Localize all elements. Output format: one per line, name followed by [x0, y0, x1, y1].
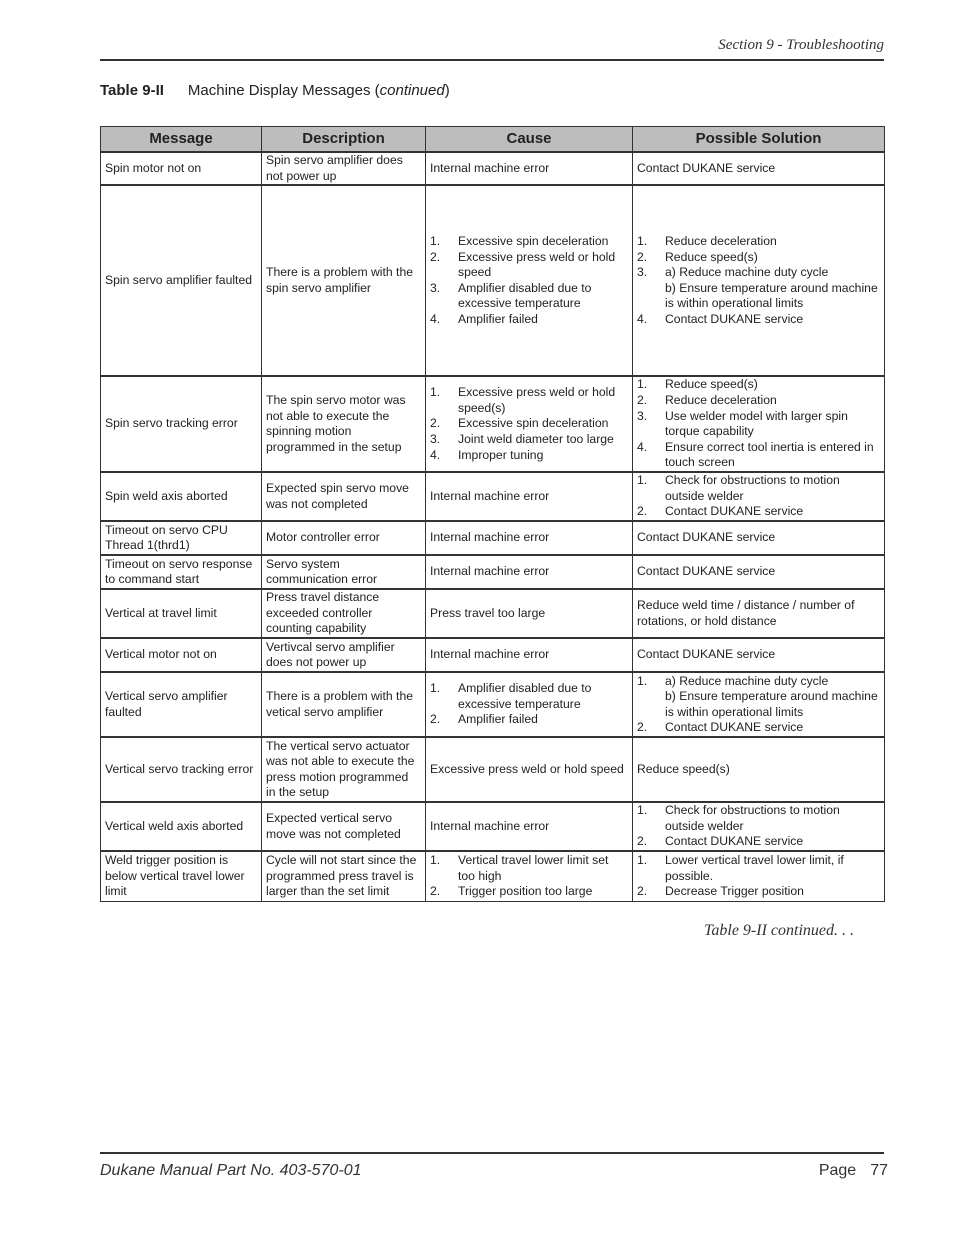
- cause-item-number: 2.: [430, 416, 441, 431]
- solution-cell: [633, 472, 885, 521]
- solution-item-text: Check for obstructions to motion outside welder: [665, 803, 840, 833]
- solution-item: [637, 853, 880, 884]
- solution-cell: [633, 376, 885, 472]
- message-cell: Vertical weld axis aborted: [101, 802, 262, 851]
- solution-item: [637, 674, 880, 690]
- solution-item-number: 2.: [637, 884, 648, 899]
- message-cell: Vertical at travel limit: [101, 589, 262, 638]
- solution-item: [637, 689, 880, 720]
- solution-item: [637, 377, 880, 393]
- footer-manual-part-number: Dukane Manual Part No. 403-570-01: [100, 1162, 362, 1179]
- cause-cell: [426, 672, 633, 737]
- solution-item: [637, 265, 880, 281]
- description-cell: Vertivcal servo amplifier does not power up: [262, 638, 426, 672]
- solution-item: [637, 504, 880, 520]
- solution-item: [637, 250, 880, 266]
- description-cell: There is a problem with the vetical servo amplifier: [262, 672, 426, 737]
- solution-item-text: Decrease Trigger position: [665, 884, 804, 899]
- solution-item-number: 2.: [637, 504, 648, 519]
- solution-item-text: Ensure correct tool inertia is entered in touch screen: [665, 439, 874, 470]
- solution-item: [637, 803, 880, 834]
- cause-item: [430, 312, 628, 328]
- cause-item-number: 2.: [430, 712, 441, 727]
- solution-item: [637, 473, 880, 504]
- solution-item-text: Contact DUKANE service: [665, 311, 804, 326]
- cause-cell: Press travel too large: [426, 589, 633, 638]
- solution-item-number: 4.: [637, 439, 648, 454]
- header-rule: [100, 59, 884, 61]
- cause-item-number: 2.: [430, 249, 441, 264]
- message-cell: Weld trigger position is below vertical travel lower limit: [101, 851, 262, 901]
- solution-item: [637, 312, 880, 328]
- column-header-message: Message: [101, 127, 262, 153]
- cause-item-number: 1.: [430, 681, 441, 696]
- solution-cell: Contact DUKANE service: [633, 555, 885, 589]
- solution-item-number: 1.: [637, 473, 648, 488]
- solution-item: [637, 281, 880, 312]
- solution-cell: Contact DUKANE service: [633, 521, 885, 555]
- table-row: [101, 589, 885, 638]
- machine-display-messages-table: [100, 126, 885, 902]
- cause-item-number: 1.: [430, 385, 441, 400]
- cause-item: [430, 448, 628, 464]
- solution-item: [637, 393, 880, 409]
- continued-note: Table 9-II continued. . .: [703, 922, 854, 939]
- solution-item: [637, 834, 880, 850]
- cause-item: [430, 432, 628, 448]
- solution-item-text: Check for obstructions to motion outside welder: [665, 473, 840, 503]
- description-cell: Cycle will not start since the programmed press travel is larger than the set limit: [262, 851, 426, 901]
- cause-item: [430, 416, 628, 432]
- solution-item: [637, 409, 880, 440]
- column-header-description: Description: [262, 127, 426, 153]
- cause-item: [430, 250, 628, 281]
- cause-item-text: Excessive spin deceleration: [458, 233, 609, 248]
- message-cell: Spin servo amplifier faulted: [101, 185, 262, 376]
- page-number: 77: [870, 1162, 888, 1179]
- solution-item-number: 2.: [637, 834, 648, 849]
- description-cell: Spin servo amplifier does not power up: [262, 152, 426, 185]
- solution-item-number: 2.: [637, 393, 648, 407]
- solution-item: [637, 720, 880, 736]
- message-cell: Timeout on servo response to command start: [101, 555, 262, 589]
- cause-item-number: 4.: [430, 447, 441, 462]
- table-body: [101, 152, 885, 901]
- solution-item-text: Reduce deceleration: [665, 233, 777, 248]
- solution-item-number: 1.: [637, 853, 648, 868]
- table-title: Machine Display Messages (continued): [187, 82, 450, 99]
- table-number: Table 9-II: [100, 82, 164, 99]
- table-caption: [100, 82, 450, 99]
- solution-item-text: Contact DUKANE service: [665, 504, 804, 519]
- cause-item-text: Improper tuning: [458, 447, 544, 462]
- table-header-row: [101, 127, 885, 153]
- solution-cell: Contact DUKANE service: [633, 638, 885, 672]
- solution-item-number: 3.: [637, 408, 648, 423]
- cause-item-text: Excessive press weld or hold speed(s): [458, 385, 616, 415]
- solution-item-number: [637, 281, 665, 312]
- cause-cell: [426, 376, 633, 472]
- cause-item-number: 2.: [430, 884, 441, 899]
- table-row: [101, 802, 885, 851]
- message-cell: Spin weld axis aborted: [101, 472, 262, 521]
- message-cell: Vertical servo amplifier faulted: [101, 672, 262, 737]
- solution-cell: [633, 802, 885, 851]
- solution-item-text: Contact DUKANE service: [665, 720, 804, 735]
- cause-item-number: 3.: [430, 431, 441, 446]
- solution-item-number: 1.: [637, 803, 648, 818]
- description-cell: Press travel distance exceeded controller counting capability: [262, 589, 426, 638]
- table-row: [101, 737, 885, 802]
- cause-cell: Internal machine error: [426, 802, 633, 851]
- table-row: [101, 638, 885, 672]
- cause-cell: Internal machine error: [426, 152, 633, 185]
- cause-cell: [426, 185, 633, 376]
- solution-item-number: 1.: [637, 233, 648, 248]
- solution-item-text: b) Ensure temperature around machine is within operational limits: [665, 689, 878, 719]
- column-header-cause: Cause: [426, 127, 633, 153]
- solution-item-text: a) Reduce machine duty cycle: [665, 673, 829, 688]
- solution-item-number: [637, 689, 665, 720]
- solution-item-text: Reduce deceleration: [665, 393, 777, 407]
- solution-cell: [633, 672, 885, 737]
- solution-cell: Reduce weld time / distance / number of rotations, or hold distance: [633, 589, 885, 638]
- solution-cell: Reduce speed(s): [633, 737, 885, 802]
- message-cell: Vertical motor not on: [101, 638, 262, 672]
- solution-item: [637, 234, 880, 250]
- solution-item-text: Contact DUKANE service: [665, 834, 804, 849]
- solution-item-number: 2.: [637, 249, 648, 264]
- solution-item-text: Lower vertical travel lower limit, if possible.: [665, 853, 844, 883]
- column-header-possible-solution: Possible Solution: [633, 127, 885, 153]
- cause-item-text: Amplifier disabled due to excessive temperature: [458, 681, 592, 711]
- solution-item-text: Use welder model with larger spin torque capability: [665, 408, 848, 439]
- solution-item-number: 2.: [637, 720, 648, 735]
- message-cell: Timeout on servo CPU Thread 1(thrd1): [101, 521, 262, 555]
- cause-item: [430, 385, 628, 416]
- cause-item-text: Amplifier disabled due to excessive temperature: [458, 280, 592, 311]
- description-cell: The spin servo motor was not able to execute the spinning motion programmed in the setup: [262, 376, 426, 472]
- cause-item-number: 1.: [430, 233, 441, 248]
- cause-cell: Internal machine error: [426, 638, 633, 672]
- table-row: [101, 672, 885, 737]
- cause-item-number: 3.: [430, 280, 441, 295]
- cause-cell: Internal machine error: [426, 521, 633, 555]
- cause-item: [430, 884, 628, 900]
- footer-rule: [100, 1152, 884, 1154]
- cause-item-number: 1.: [430, 853, 441, 868]
- solution-item-text: b) Ensure temperature around machine is within operational limits: [665, 280, 878, 311]
- description-cell: Motor controller error: [262, 521, 426, 555]
- cause-item-text: Amplifier failed: [458, 311, 538, 326]
- solution-item-number: 1.: [637, 673, 648, 688]
- solution-item-number: 4.: [637, 311, 648, 326]
- description-cell: Expected spin servo move was not completed: [262, 472, 426, 521]
- cause-item-text: Joint weld diameter too large: [458, 431, 614, 446]
- message-cell: Vertical servo tracking error: [101, 737, 262, 802]
- description-cell: Servo system communication error: [262, 555, 426, 589]
- solution-item: [637, 884, 880, 900]
- cause-item: [430, 681, 628, 712]
- section-header: Section 9 - Troubleshooting: [718, 37, 884, 53]
- cause-item: [430, 234, 628, 250]
- table-row: [101, 472, 885, 521]
- cause-item-text: Excessive press weld or hold speed: [458, 249, 616, 280]
- cause-cell: Excessive press weld or hold speed: [426, 737, 633, 802]
- message-cell: Spin servo tracking error: [101, 376, 262, 472]
- table-row: [101, 152, 885, 185]
- solution-item-text: Reduce speed(s): [665, 377, 758, 392]
- table-row: [101, 185, 885, 376]
- description-cell: The vertical servo actuator was not able to execute the press motion programmed in the setup: [262, 737, 426, 802]
- cause-item: [430, 712, 628, 728]
- message-cell: Spin motor not on: [101, 152, 262, 185]
- cause-item-text: Vertical travel lower limit set too high: [458, 853, 609, 883]
- solution-cell: [633, 851, 885, 901]
- solution-item-number: 1.: [637, 377, 648, 392]
- cause-item-text: Excessive spin deceleration: [458, 416, 609, 431]
- page-label: Page: [818, 1162, 857, 1179]
- cause-item: [430, 281, 628, 312]
- cause-item-text: Trigger position too large: [458, 884, 593, 899]
- table-row: [101, 521, 885, 555]
- solution-item-number: 3.: [637, 265, 648, 280]
- table-row: [101, 851, 885, 901]
- solution-item: [637, 440, 880, 471]
- table-row: [101, 376, 885, 472]
- cause-cell: [426, 851, 633, 901]
- solution-item-text: Reduce speed(s): [665, 249, 758, 264]
- description-cell: There is a problem with the spin servo amplifier: [262, 185, 426, 376]
- cause-item-text: Amplifier failed: [458, 712, 538, 727]
- solution-item-text: a) Reduce machine duty cycle: [665, 265, 829, 280]
- cause-item: [430, 853, 628, 884]
- cause-cell: Internal machine error: [426, 472, 633, 521]
- cause-cell: Internal machine error: [426, 555, 633, 589]
- cause-item-number: 4.: [430, 311, 441, 326]
- solution-cell: Contact DUKANE service: [633, 152, 885, 185]
- table-row: [101, 555, 885, 589]
- solution-cell: [633, 185, 885, 376]
- footer-page: [819, 1162, 888, 1180]
- description-cell: Expected vertical servo move was not completed: [262, 802, 426, 851]
